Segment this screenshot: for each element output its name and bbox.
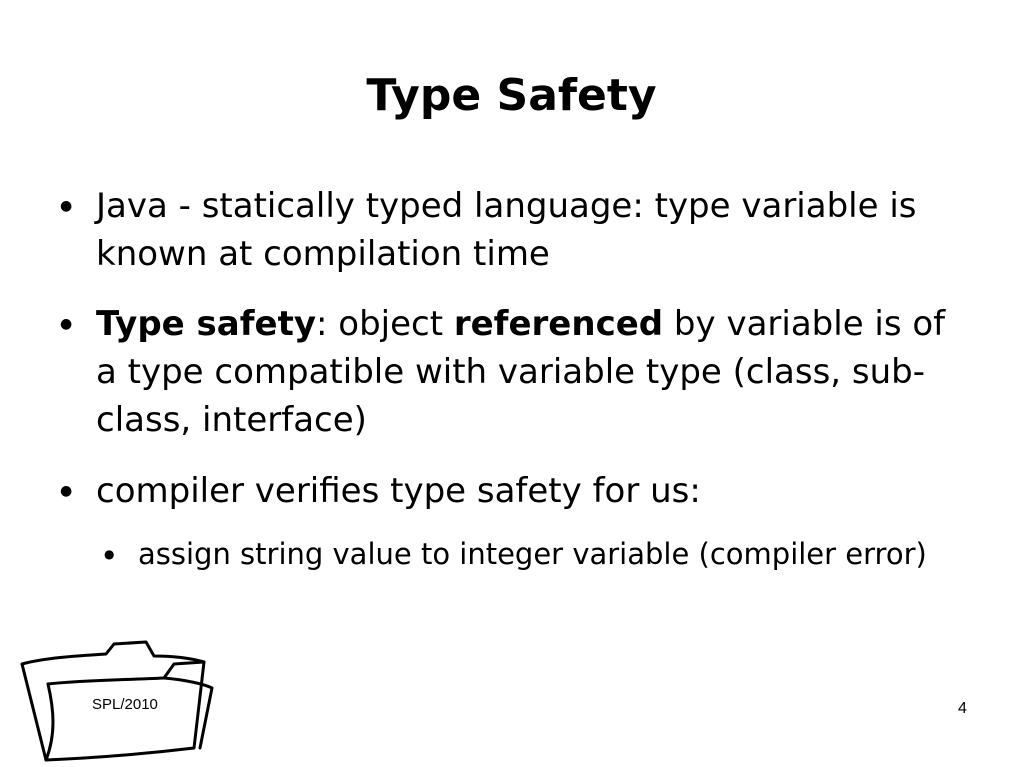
bullet-text-content: compiler verifies type safety for us: [96, 471, 701, 511]
bullet-text [96, 182, 966, 278]
bullet-marker: ● [60, 198, 73, 214]
bullet-text [96, 300, 966, 444]
bullet-text-content: Java - statically typed language: type variable is known at compilation time [96, 186, 917, 274]
bullet-text-content: by variable is of a type compatible with variable type (class, sub-class, interface) [96, 304, 946, 440]
bullet-text-content: : object [316, 304, 454, 344]
slide-title: Type Safety [366, 70, 657, 121]
course-label: SPL/2010 [92, 696, 158, 713]
bold-emphasis: referenced [453, 304, 664, 344]
bullet-marker: ● [104, 547, 115, 561]
bullet-marker: ● [60, 316, 73, 332]
bold-term: Type safety [96, 304, 317, 344]
bullet-marker: ● [60, 483, 73, 499]
bullet-text [96, 467, 966, 515]
sub-bullet-text: assign string value to integer variable (compiler error) [138, 537, 927, 571]
page-number: 4 [958, 700, 967, 717]
